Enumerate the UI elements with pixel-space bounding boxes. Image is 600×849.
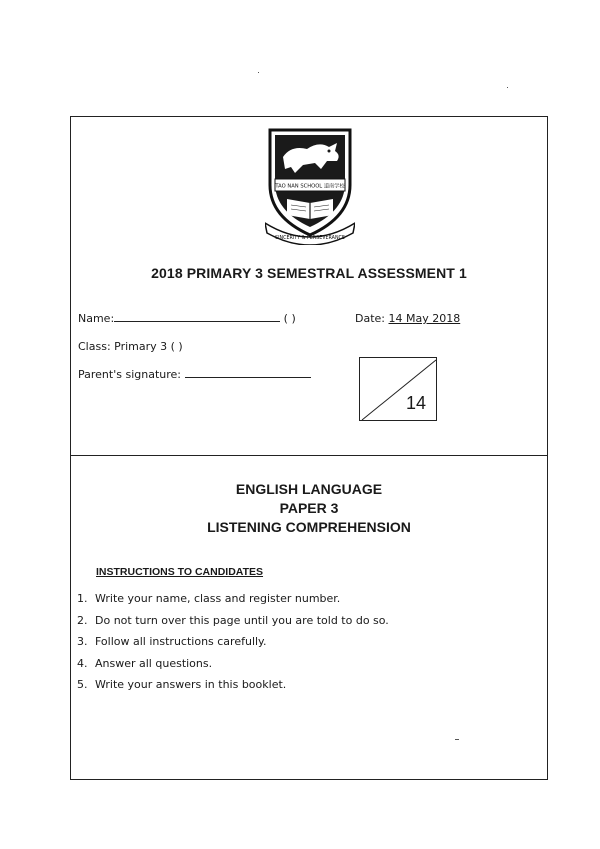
instruction-item: 1. Write your name, class and register number. [77,592,341,605]
total-marks: 14 [405,393,426,413]
date-row [355,312,460,325]
instruction-item: 5. Write your answers in this booklet. [77,678,287,691]
instructions-heading: INSTRUCTIONS TO CANDIDATES [96,566,264,578]
school-crest-logo [265,127,355,245]
cover-frame [70,116,548,780]
signature-label: Parent's signature: [78,368,181,381]
instructions-list [77,591,389,699]
date-label: Date: [355,312,385,325]
paper-number: PAPER 3 [279,500,339,516]
name-row [78,312,296,325]
scan-speck [455,739,459,740]
instruction-item: 3. Follow all instructions carefully. [77,635,267,648]
instruction-item: 4. Answer all questions. [77,656,213,670]
name-blank [114,321,280,322]
svg-text:TAO NAN SCHOOL 道南学校: TAO NAN SCHOOL 道南学校 [275,183,345,190]
assessment-title: 2018 PRIMARY 3 SEMESTRAL ASSESSMENT 1 [151,265,467,281]
name-label: Name: [78,312,115,325]
subject-title: ENGLISH LANGUAGE [235,481,383,497]
register-number-paren: ( ) [283,312,296,325]
date-value: 14 May 2018 [388,312,461,325]
signature-row [78,368,311,381]
signature-blank [185,377,311,378]
instruction-item: 2. Do not turn over this page until you are told to do so. [77,613,389,627]
paper-component: LISTENING COMPREHENSION [207,519,411,535]
class-label: Class: Primary 3 ( ) [78,340,183,353]
section-divider [71,455,547,456]
scan-speck [258,72,259,73]
svg-text:SINCERITY & PERSEVERANCE: SINCERITY & PERSEVERANCE [275,236,345,241]
score-box [359,357,437,421]
scan-speck [507,87,508,88]
